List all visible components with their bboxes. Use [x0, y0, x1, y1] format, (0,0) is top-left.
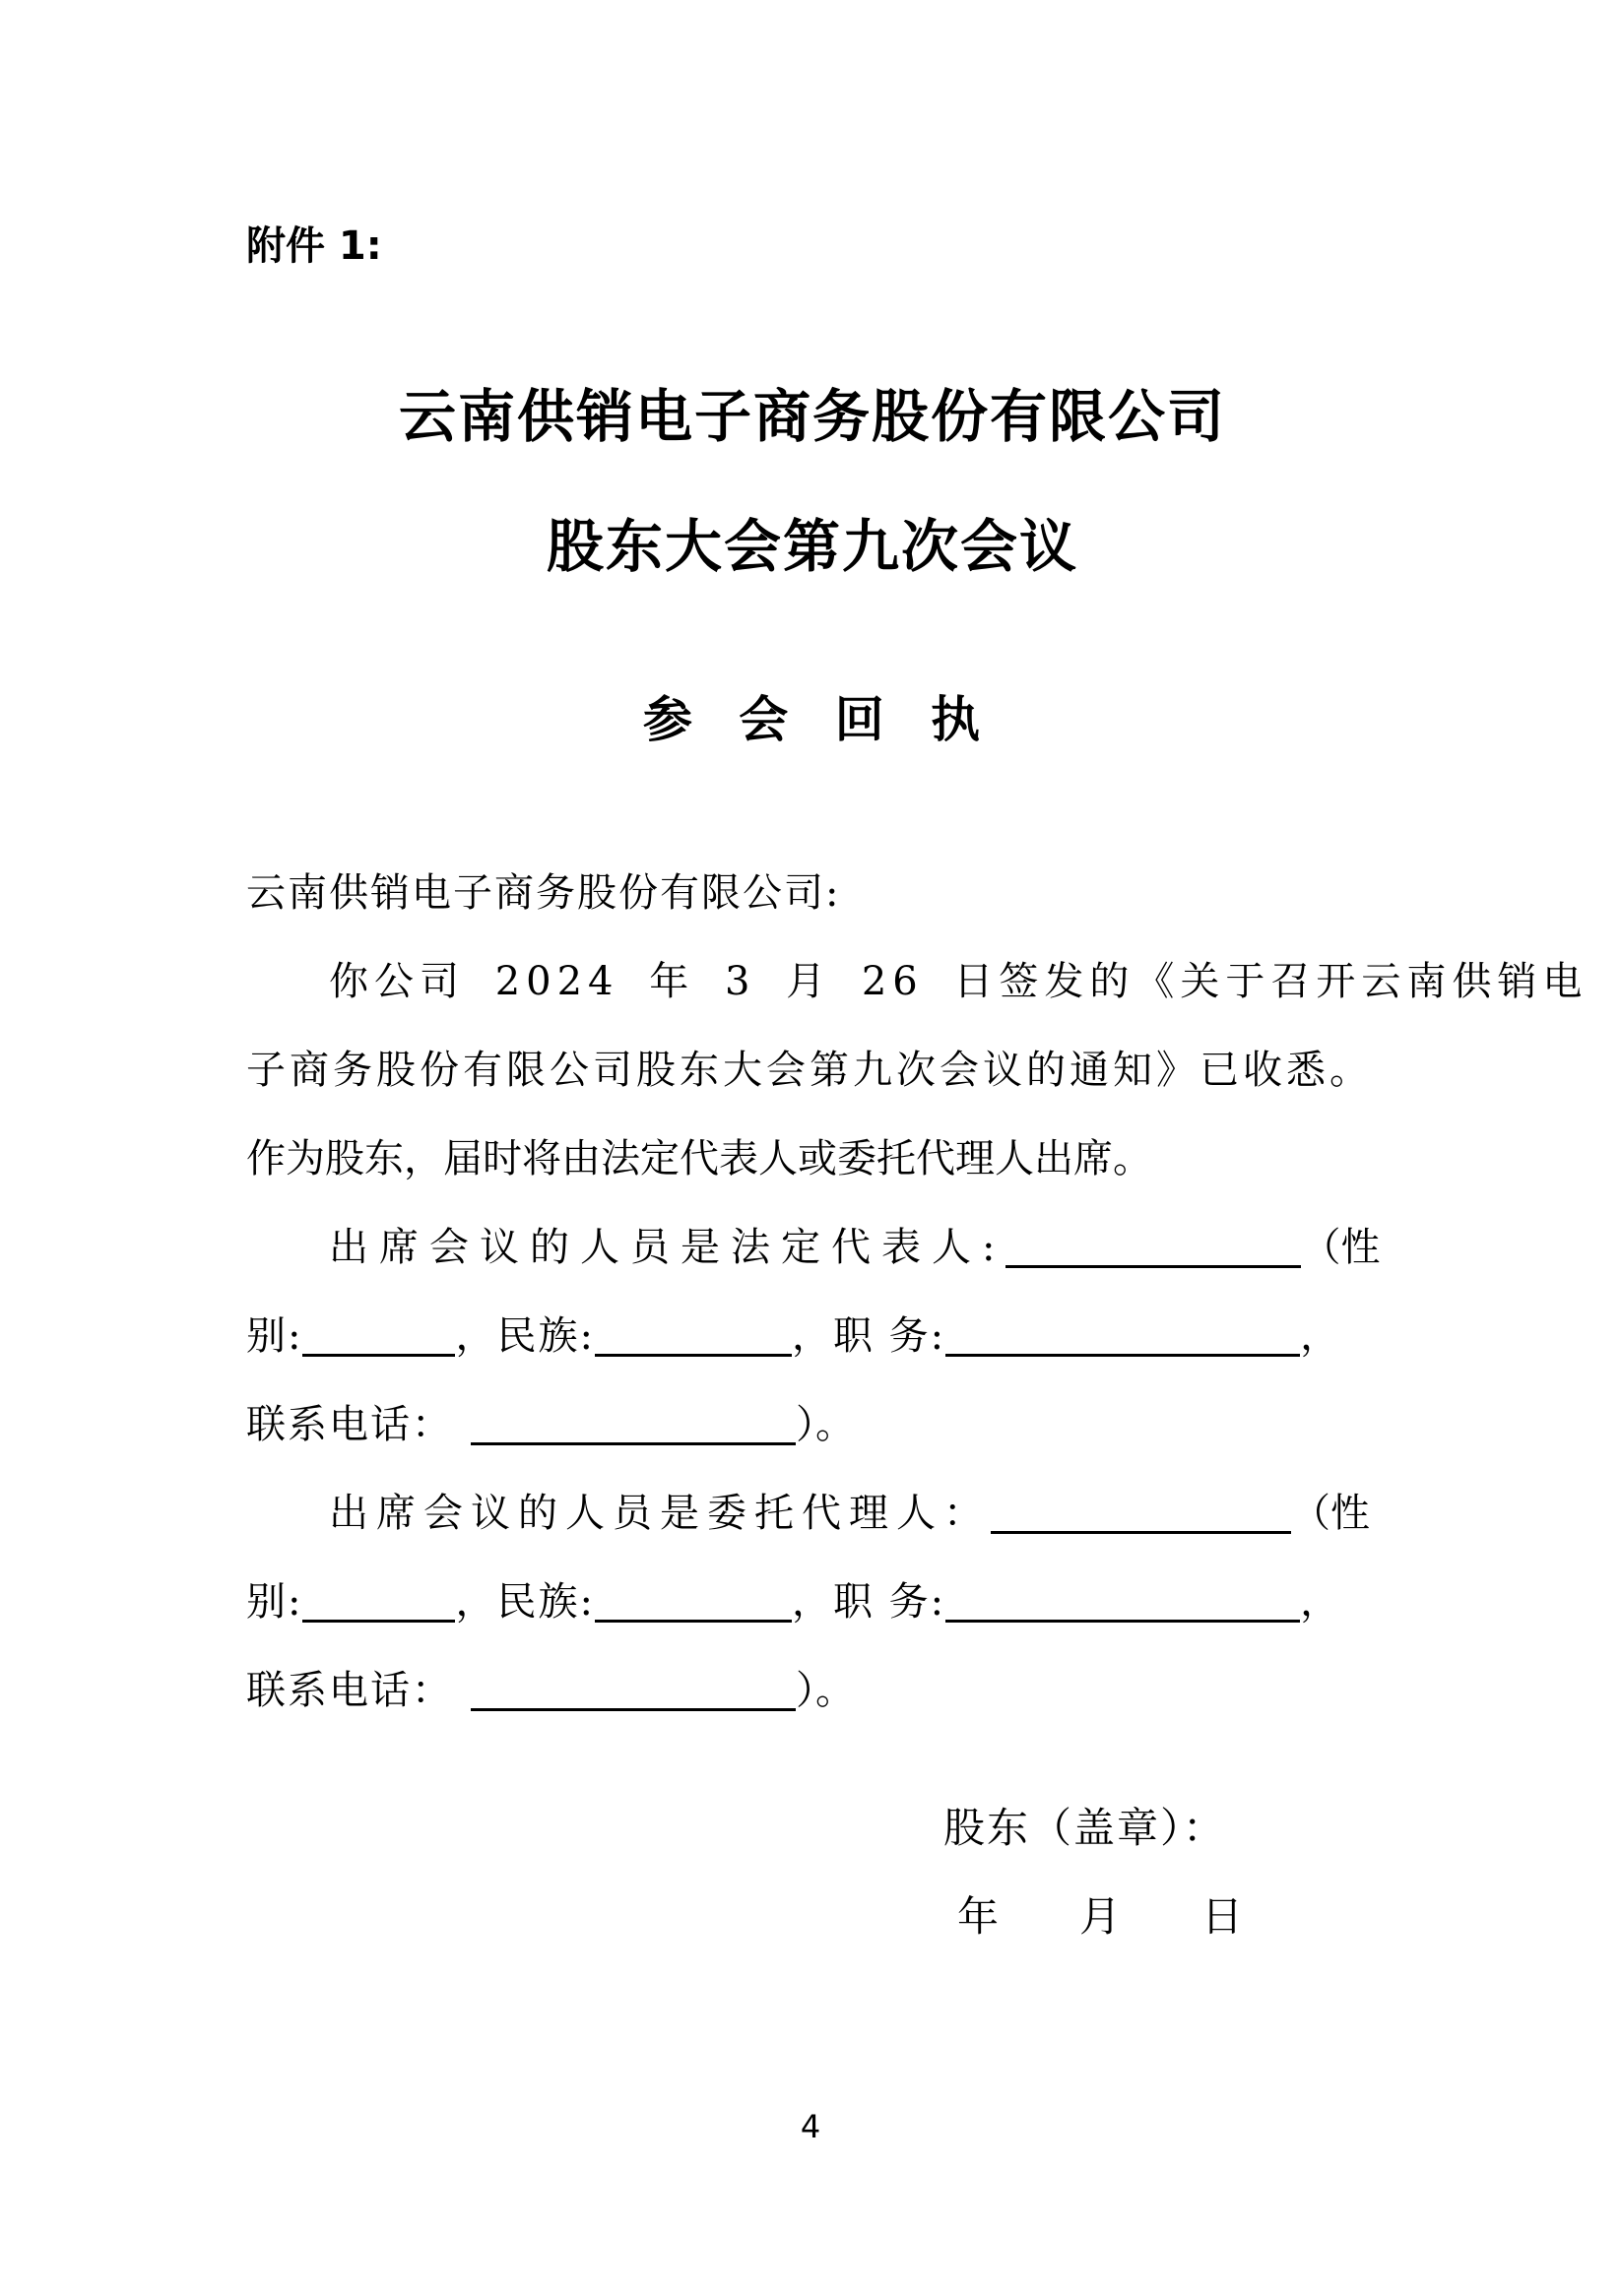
proxy-job-label: ，职 务:: [791, 1579, 946, 1625]
legal-rep-phone-label: 联系电话：: [246, 1402, 453, 1447]
legal-rep-gender-label: 别:: [246, 1313, 303, 1359]
legal-rep-job-label: ，职 务:: [791, 1313, 946, 1359]
document-title-line1: 云南供销电子商务股份有限公司: [398, 383, 1226, 450]
proxy-line-3: [246, 1646, 1379, 1735]
shareholder-stamp-label: 股东（盖章）：: [943, 1804, 1227, 1852]
document-content: [246, 0, 1589, 1961]
proxy-gender-blank: [302, 1620, 455, 1623]
date-month-label: 月: [1079, 1892, 1122, 1941]
legal-rep-line2-comma: ，: [1300, 1313, 1340, 1359]
document-body: [246, 849, 1589, 1961]
proxy-after-blank: （性: [1291, 1491, 1370, 1536]
legal-rep-name-blank: [1005, 1265, 1301, 1268]
notice-line-2: 子商务股份有限公司股东大会第九次会议的通知》已收悉。: [246, 1048, 1373, 1093]
legal-rep-line-3: [246, 1380, 1379, 1469]
proxy-line-1: [246, 1469, 1379, 1558]
date-line: [246, 1873, 1379, 1961]
date-day-label: 日: [1201, 1892, 1244, 1941]
legal-rep-lead: 出席会议的人员是法定代表人:: [329, 1225, 1006, 1270]
date-year-label: 年: [957, 1892, 1000, 1941]
signature-block: [246, 1784, 1379, 1961]
proxy-ethnicity-label: ，民族:: [455, 1579, 595, 1625]
legal-rep-ethnicity-label: ，民族:: [455, 1313, 595, 1359]
legal-rep-line-1: [246, 1203, 1379, 1292]
legal-rep-ethnicity-blank: [595, 1354, 792, 1357]
proxy-closing: ）。: [796, 1668, 855, 1713]
attachment-label: 附件 1:: [246, 223, 382, 269]
legal-rep-job-blank: [945, 1354, 1300, 1357]
proxy-lead: 出席会议的人员是委托代理人：: [329, 1491, 991, 1536]
proxy-ethnicity-blank: [595, 1620, 792, 1623]
document-subtitle: 参 会 回 执: [642, 690, 983, 748]
proxy-job-blank: [945, 1620, 1300, 1623]
notice-line-1: 你公司 2024 年 3 月 26 日签发的《关于召开云南供销电: [329, 959, 1589, 1004]
page-number: 4: [800, 2108, 821, 2145]
proxy-phone-blank: [471, 1708, 796, 1711]
legal-rep-line-2: [246, 1292, 1379, 1380]
proxy-line-2: [246, 1558, 1379, 1646]
legal-rep-after-blank: （性: [1301, 1225, 1381, 1270]
document-title-line2: 股东大会第九次会议: [546, 513, 1078, 580]
proxy-phone-label: 联系电话：: [246, 1668, 453, 1713]
legal-rep-phone-blank: [471, 1442, 796, 1445]
notice-line-3: 作为股东，届时将由法定代表人或委托代理人出席。: [246, 1136, 1152, 1181]
proxy-gender-label: 别:: [246, 1579, 303, 1625]
proxy-name-blank: [991, 1531, 1291, 1534]
salutation: 云南供销电子商务股份有限公司:: [246, 870, 841, 916]
proxy-line2-comma: ，: [1300, 1579, 1340, 1625]
legal-rep-gender-blank: [302, 1354, 455, 1357]
legal-rep-closing: ）。: [796, 1402, 855, 1447]
